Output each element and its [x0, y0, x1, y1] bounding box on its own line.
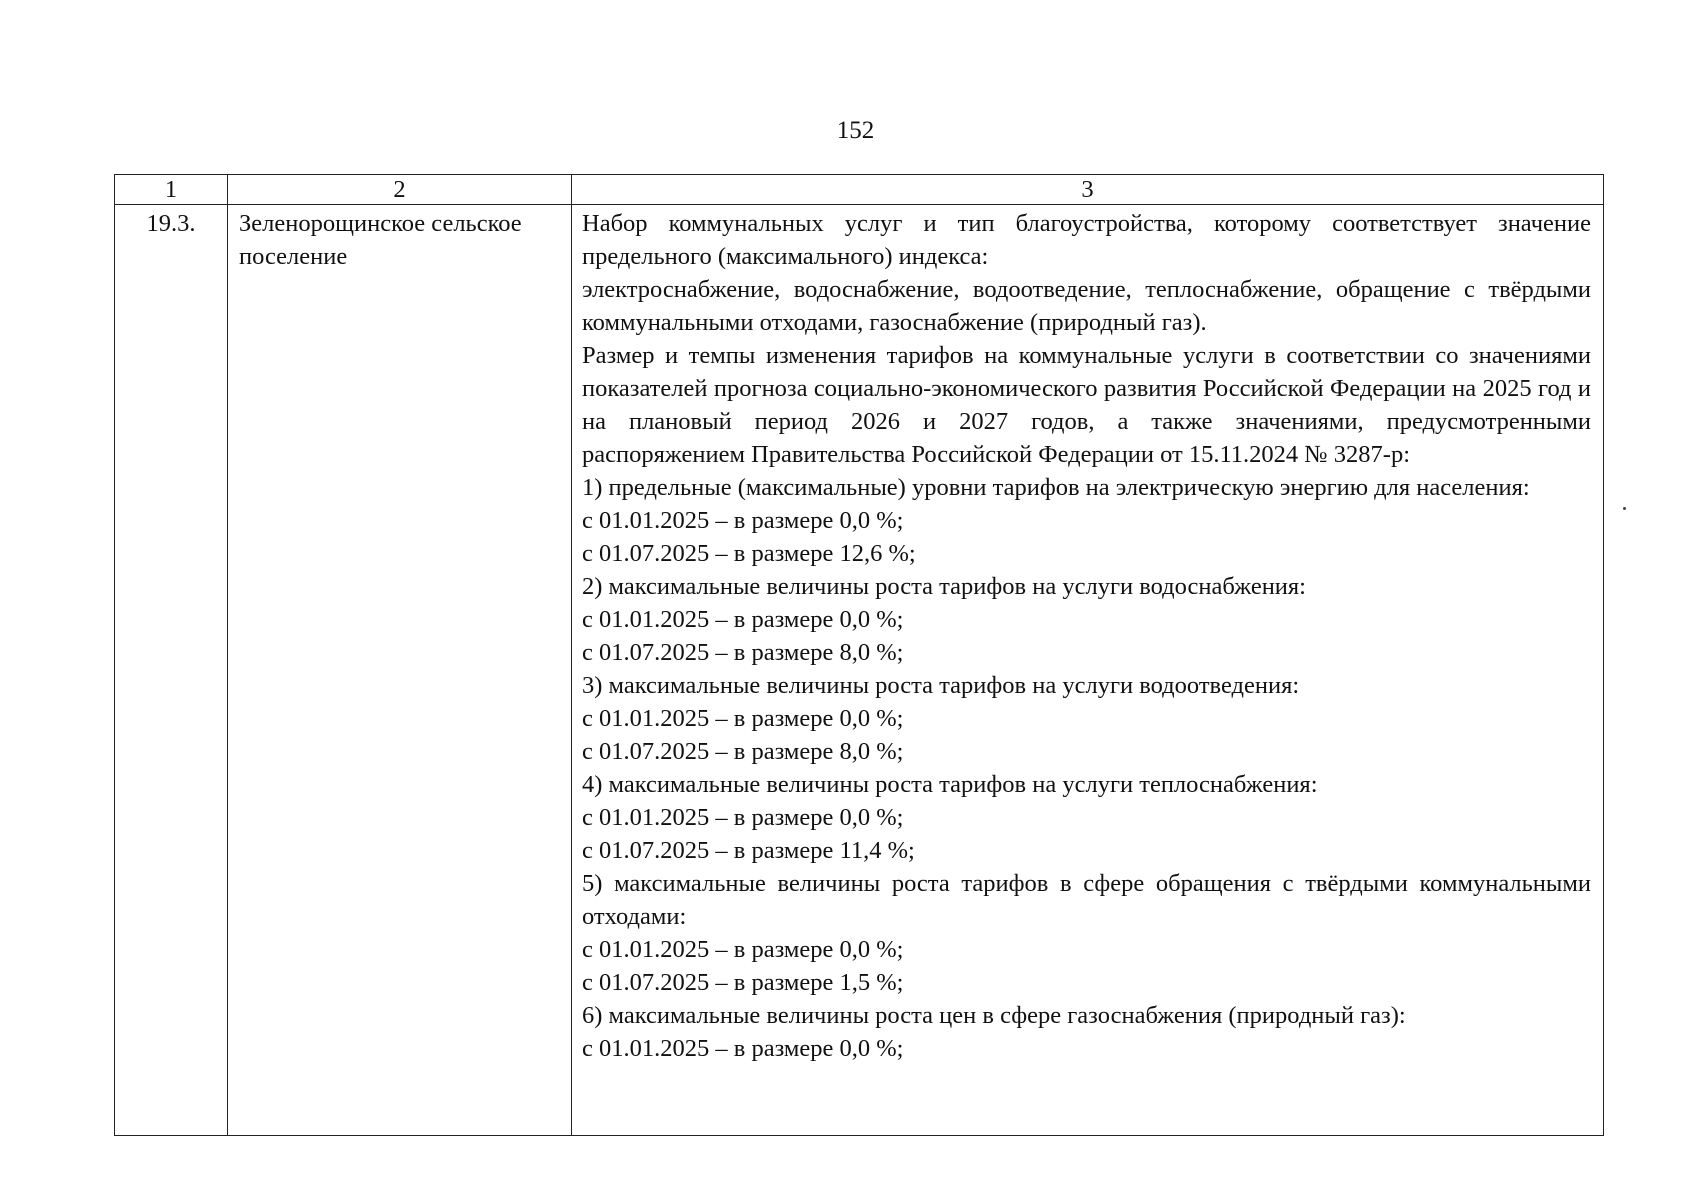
description-paragraph: 5) максимальные величины роста тарифов в сфере обращения с твёрдыми коммунальными отходами:: [582, 870, 1591, 930]
description-line: с 01.07.2025 – в размере 11,4 %;: [582, 837, 915, 864]
description-line: 3) максимальные величины роста тарифов на услуги водоотведения:: [582, 672, 1300, 699]
description-line: с 01.01.2025 – в размере 0,0 %;: [582, 507, 904, 534]
description-line: с 01.01.2025 – в размере 0,0 %;: [582, 804, 904, 831]
description-line: с 01.01.2025 – в размере 0,0 %;: [582, 705, 904, 732]
description-paragraph: Набор коммунальных услуг и тип благоустройства, которому соответствует значение предельного (максимального) индекса:: [582, 210, 1591, 270]
description-line: 2) максимальные величины роста тарифов на услуги водоснабжения:: [582, 573, 1306, 600]
scan-speck: [1623, 507, 1626, 510]
description-line: с 01.07.2025 – в размере 1,5 %;: [582, 969, 904, 996]
header-cell-1: 1: [115, 175, 228, 205]
settlement-name: Зеленорощинское сельское поселение: [228, 205, 572, 1136]
table-row: [115, 205, 1604, 1136]
page-number: 152: [836, 117, 875, 144]
description-line: 4) максимальные величины роста тарифов на услуги теплоснабжения:: [582, 771, 1318, 798]
header-cell-2: 2: [228, 175, 572, 205]
description-paragraphs: [582, 207, 1591, 1065]
description-paragraph: 1) предельные (максимальные) уровни тарифов на электрическую энергию для населения:: [582, 474, 1530, 501]
description-line: с 01.01.2025 – в размере 0,0 %;: [582, 1035, 904, 1062]
description-line: с 01.01.2025 – в размере 0,0 %;: [582, 936, 904, 963]
description-line: с 01.07.2025 – в размере 12,6 %;: [582, 540, 916, 567]
row-number: 19.3.: [115, 205, 228, 1136]
tariff-description: [572, 205, 1604, 1136]
description-line: 6) максимальные величины роста цен в сфере газоснабжения (природный газ):: [582, 1002, 1406, 1029]
description-paragraph: Размер и темпы изменения тарифов на коммунальные услуги в соответствии со значениями показателей прогноза социально-экономического развития Российской Федерации на 2025 год и на плановый период 2026 и 2027 годов, а также значениями, предусмотренными распоряжением Правительства Российской Федерации от 15.11.2024 № 3287-р:: [582, 342, 1591, 468]
description-line: с 01.07.2025 – в размере 8,0 %;: [582, 738, 904, 765]
description-paragraph: электроснабжение, водоснабжение, водоотведение, теплоснабжение, обращение с твёрдыми коммунальными отходами, газоснабжение (природный газ).: [582, 276, 1591, 336]
tariff-table: [114, 174, 1604, 1136]
description-line: с 01.07.2025 – в размере 8,0 %;: [582, 639, 904, 666]
table-header-row: [115, 175, 1604, 205]
header-cell-3: 3: [572, 175, 1604, 205]
description-line: с 01.01.2025 – в размере 0,0 %;: [582, 606, 904, 633]
